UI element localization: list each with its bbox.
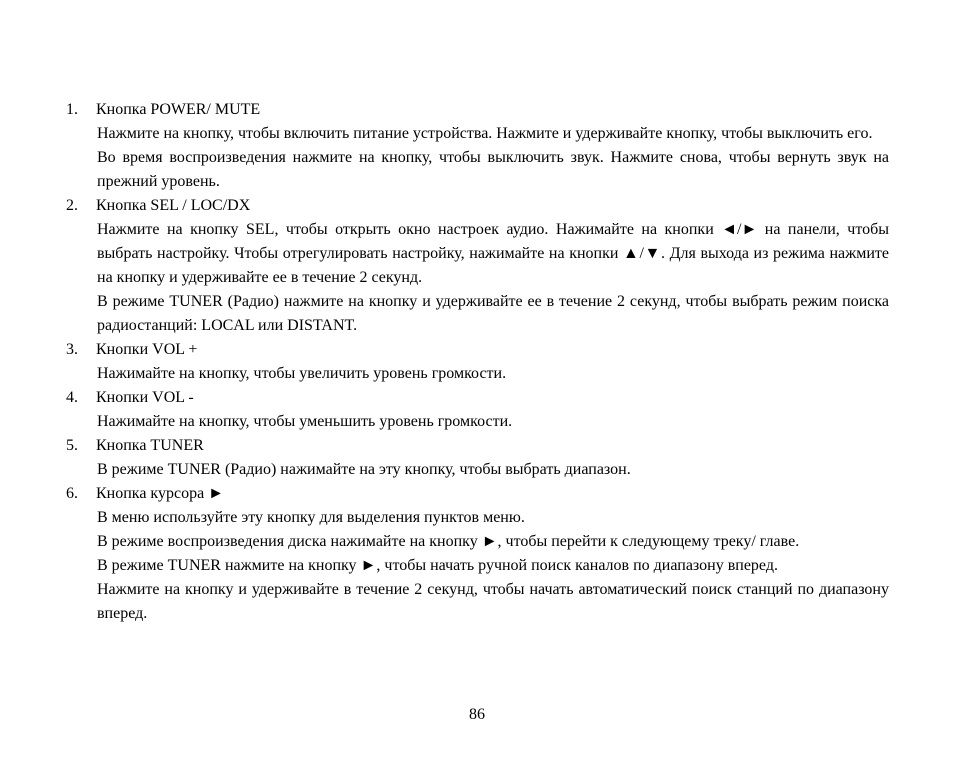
item-number: 5. xyxy=(66,437,78,454)
item-title: Кнопка SEL / LOC/DX xyxy=(96,197,251,214)
page-number: 86 xyxy=(469,706,485,723)
item-paragraph: В режиме TUNER (Радио) нажмите на кнопку и удерживайте ее в течение 2 секунд, чтобы выбрать режим поиска радиостанций: LOCAL или DISTANT. xyxy=(97,293,889,334)
item-heading xyxy=(66,194,889,218)
list-item-tuner xyxy=(66,434,889,482)
item-heading xyxy=(66,482,889,506)
item-number: 1. xyxy=(66,101,78,118)
item-number: 6. xyxy=(66,485,78,502)
item-paragraph: Нажмите на кнопку SEL, чтобы открыть окно настроек аудио. Нажимайте на кнопки ◄/► на панели, чтобы выбрать настройку. Чтобы отрегулировать настройку, нажимайте на кнопки ▲/▼. Для выхода из режима нажмите на кнопку и удерживайте ее в течение 2 секунд. xyxy=(97,221,889,286)
document-body xyxy=(66,98,889,626)
list-item-sel-loc-dx xyxy=(66,194,889,338)
item-paragraph: Нажимайте на кнопку, чтобы увеличить уровень громкости. xyxy=(97,365,507,382)
item-paragraph: Нажмите на кнопку и удерживайте в течение 2 секунд, чтобы начать автоматический поиск станций по диапазону вперед. xyxy=(97,581,889,622)
item-paragraph: В режиме TUNER (Радио) нажимайте на эту кнопку, чтобы выбрать диапазон. xyxy=(97,461,631,478)
item-paragraph: Во время воспроизведения нажмите на кнопку, чтобы выключить звук. Нажмите снова, чтобы вернуть звук на прежний уровень. xyxy=(97,149,889,190)
list-item-vol-down xyxy=(66,386,889,434)
item-heading xyxy=(66,338,889,362)
item-heading xyxy=(66,386,889,410)
item-title: Кнопки VOL + xyxy=(96,341,198,358)
item-paragraph: В режиме TUNER нажмите на кнопку ►, чтобы начать ручной поиск каналов по диапазону вперед. xyxy=(97,557,778,574)
item-title: Кнопка POWER/ MUTE xyxy=(96,101,261,118)
item-heading xyxy=(66,98,889,122)
item-paragraph: В режиме воспроизведения диска нажимайте на кнопку ►, чтобы перейти к следующему треку/ главе. xyxy=(97,533,800,550)
item-number: 4. xyxy=(66,389,78,406)
item-title: Кнопки VOL - xyxy=(96,389,194,406)
item-title: Кнопка курсора ► xyxy=(96,485,225,502)
item-paragraph: Нажмите на кнопку, чтобы включить питание устройства. Нажмите и удерживайте кнопку, чтобы выключить его. xyxy=(97,125,873,142)
item-paragraph: Нажимайте на кнопку, чтобы уменьшить уровень громкости. xyxy=(97,413,513,430)
item-heading xyxy=(66,434,889,458)
list-item-power-mute xyxy=(66,98,889,194)
item-paragraph: В меню используйте эту кнопку для выделения пунктов меню. xyxy=(97,509,525,526)
item-number: 3. xyxy=(66,341,78,358)
list-item-cursor xyxy=(66,482,889,626)
item-number: 2. xyxy=(66,197,78,214)
list-item-vol-up xyxy=(66,338,889,386)
item-title: Кнопка TUNER xyxy=(96,437,204,454)
